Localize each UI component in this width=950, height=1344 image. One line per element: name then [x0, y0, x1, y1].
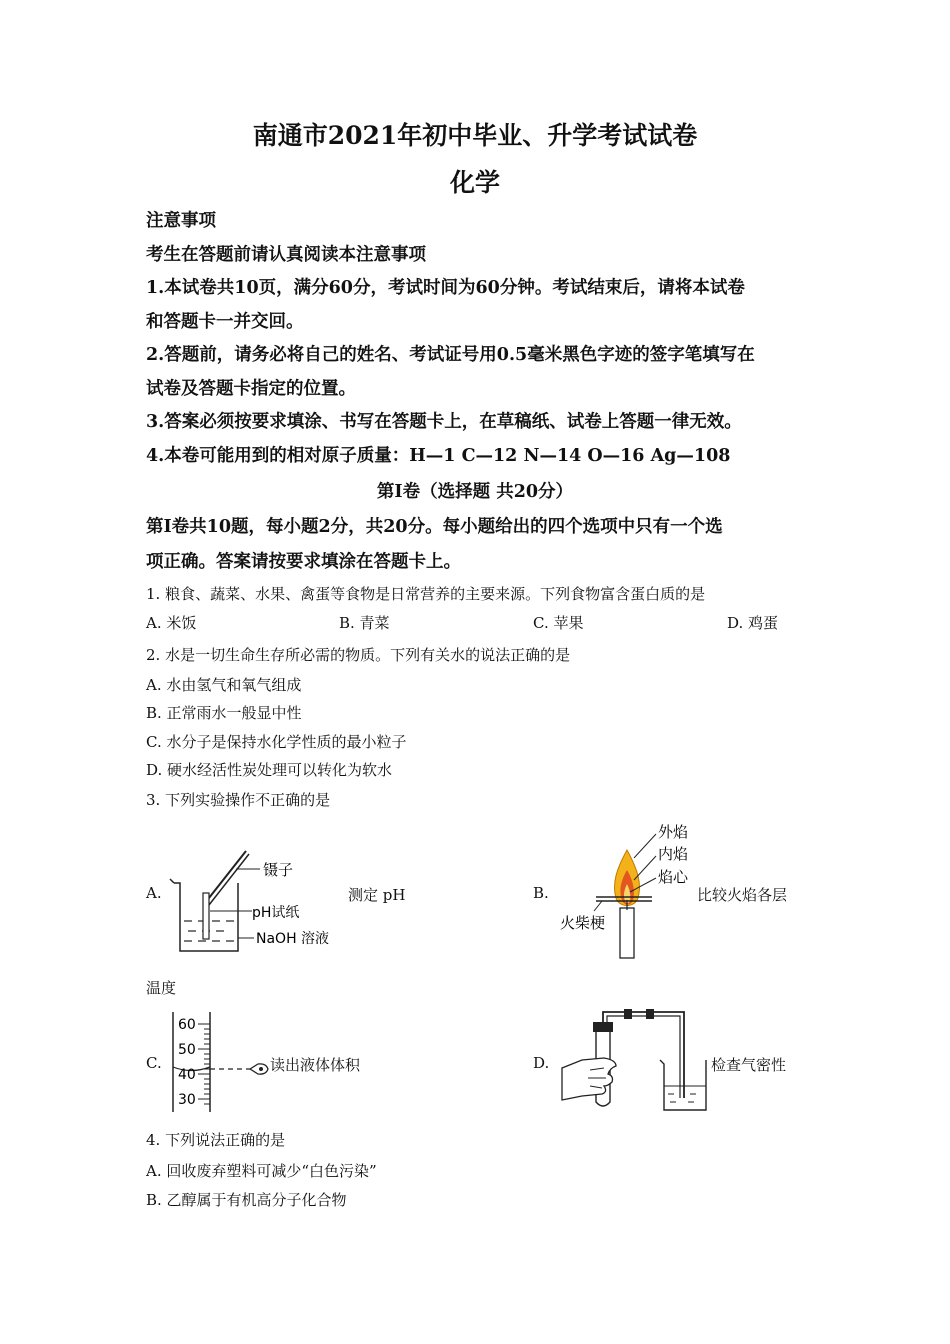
- q3-stem: 3. 下列实验操作不正确的是: [146, 791, 331, 809]
- q3-c-figure: [170, 1012, 280, 1114]
- exam-title: 南通市2021年初中毕业、升学考试试卷: [252, 121, 698, 150]
- tick-50: 50: [178, 1042, 196, 1058]
- q1-option-c: C. 苹果: [533, 614, 584, 632]
- ph-paper-label: pH试纸: [252, 905, 300, 921]
- outer-flame-label: 外焰: [658, 823, 689, 841]
- q3-option-c-label: C.: [146, 1054, 162, 1072]
- q4-option-b: B. 乙醇属于有机高分子化合物: [146, 1191, 347, 1209]
- q3-d-figure: [560, 1002, 720, 1114]
- notice-item-2: 2.答题前，请务必将自己的姓名、考试证号用0.5毫米黑色字迹的签字笔填写在: [146, 345, 755, 365]
- q1-stem: 1. 粮食、蔬菜、水果、禽蛋等食物是日常营养的主要来源。下列食物富含蛋白质的是: [146, 585, 706, 603]
- q3-b-figure: [560, 818, 700, 963]
- notice-heading: 注意事项: [146, 211, 216, 231]
- notice-item-1-cont: 和答题卡一并交回。: [146, 312, 304, 332]
- tweezers-label: 镊子: [263, 861, 294, 879]
- q4-stem: 4. 下列说法正确的是: [146, 1131, 286, 1149]
- q2-option-d: D. 硬水经活性炭处理可以转化为软水: [146, 761, 393, 779]
- tick-40: 40: [178, 1067, 196, 1083]
- subject-title: 化学: [449, 168, 500, 197]
- flame-core-label: 焰心: [658, 868, 689, 886]
- q1-option-d: D. 鸡蛋: [727, 614, 779, 632]
- notice-item-4: 4.本卷可能用到的相对原子质量：H—1 C—12 N—14 O—16 Ag—108: [146, 446, 731, 466]
- q4-option-a: A. 回收废弃塑料可减少“白色污染”: [146, 1162, 377, 1180]
- notice-item-2-cont: 试卷及答题卡指定的位置。: [146, 379, 356, 399]
- tick-30: 30: [178, 1092, 196, 1108]
- notice-item-3: 3.答案必须按要求填涂、书写在答题卡上，在草稿纸、试卷上答题一律无效。: [146, 412, 742, 432]
- q3-option-a-caption: 测定 pH: [348, 886, 406, 904]
- q2-option-b: B. 正常雨水一般显中性: [146, 704, 302, 722]
- section-desc: 第Ⅰ卷共10题，每小题2分，共20分。每小题给出的四个选项中只有一个选: [146, 517, 723, 537]
- q3-option-b-caption: 比较火焰各层: [697, 886, 788, 904]
- q3-option-b-caption-cont: 温度: [146, 979, 177, 997]
- q2-stem: 2. 水是一切生命生存所必需的物质。下列有关水的说法正确的是: [146, 646, 571, 664]
- q2-option-a: A. 水由氢气和氧气组成: [146, 676, 302, 694]
- section-heading: 第Ⅰ卷（选择题 共20分）: [376, 482, 574, 502]
- notice-item-1: 1.本试卷共10页，满分60分，考试时间为60分钟。考试结束后，请将本试卷: [146, 278, 745, 298]
- q3-option-c-caption: 读出液体体积: [270, 1056, 361, 1074]
- q1-option-b: B. 青菜: [339, 614, 390, 632]
- naoh-label: NaOH 溶液: [256, 931, 330, 947]
- q3-option-d-caption: 检查气密性: [711, 1056, 787, 1074]
- q3-a-figure: [168, 843, 348, 963]
- q1-option-a: A. 米饭: [146, 614, 197, 632]
- q3-option-d-label: D.: [533, 1054, 550, 1072]
- section-desc-cont: 项正确。答案请按要求填涂在答题卡上。: [146, 552, 461, 572]
- q3-option-a-label: A.: [146, 884, 162, 902]
- inner-flame-label: 内焰: [658, 845, 689, 863]
- q2-option-c: C. 水分子是保持水化学性质的最小粒子: [146, 733, 407, 751]
- tick-60: 60: [178, 1017, 196, 1033]
- notice-intro: 考生在答题前请认真阅读本注意事项: [146, 245, 426, 265]
- q3-option-b-label: B.: [533, 884, 549, 902]
- match-stick-label: 火柴梗: [560, 914, 606, 932]
